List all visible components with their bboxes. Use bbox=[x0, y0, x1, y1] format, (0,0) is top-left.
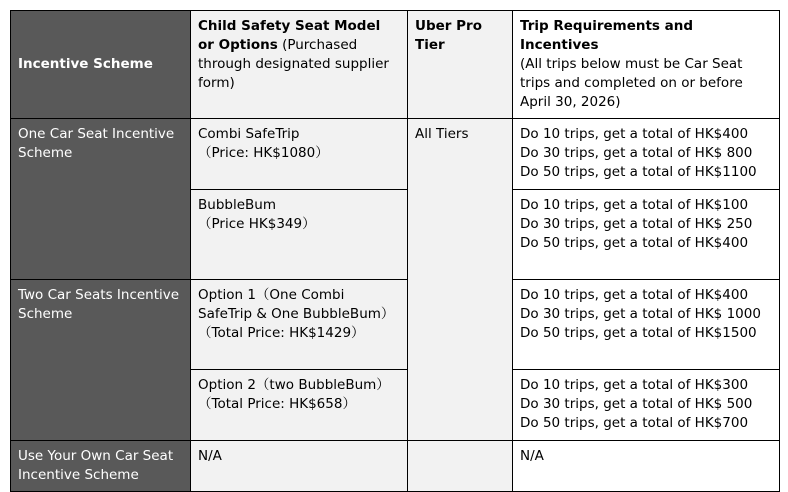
seat-title: Combi SafeTrip bbox=[198, 126, 300, 142]
incentives-bubblebum bbox=[513, 190, 780, 280]
seat-price: （Price: HK$1080） bbox=[198, 145, 329, 161]
seat-title: Option 2（two BubbleBum） bbox=[198, 377, 390, 393]
header-seat-model-title: Child Safety Seat Model or Options bbox=[198, 18, 381, 53]
header-seat-model-note: (Purchased through designated supplier form) bbox=[198, 37, 389, 91]
header-trip-requirements-note: (All trips below must be Car Seat trips and completed on or before April 30, 2026) bbox=[520, 56, 743, 110]
table-row bbox=[11, 441, 780, 492]
incentives-option-2 bbox=[513, 370, 780, 441]
incentive-line: Do 10 trips, get a total of HK$400 bbox=[520, 126, 749, 142]
scheme-two-car-seats bbox=[11, 280, 191, 441]
seat-not-applicable bbox=[191, 441, 408, 492]
incentive-table bbox=[10, 10, 780, 492]
header-row bbox=[11, 11, 780, 119]
scheme-name: Two Car Seats Incentive Scheme bbox=[18, 287, 180, 322]
seat-price: （Price HK$349） bbox=[198, 216, 316, 232]
header-trip-requirements-title: Trip Requirements and Incentives bbox=[520, 18, 694, 53]
incentive-line: Do 30 trips, get a total of HK$ 1000 bbox=[520, 306, 761, 322]
seat-price: （Total Price: HK$1429） bbox=[198, 325, 365, 341]
seat-price: （Total Price: HK$658） bbox=[198, 396, 356, 412]
header-seat-model bbox=[191, 11, 408, 119]
tier-label: All Tiers bbox=[415, 126, 469, 142]
scheme-name: Use Your Own Car Seat Incentive Scheme bbox=[18, 448, 174, 483]
incentive-line: Do 30 trips, get a total of HK$ 250 bbox=[520, 216, 753, 232]
req-na: N/A bbox=[520, 448, 544, 464]
incentive-line: Do 50 trips, get a total of HK$400 bbox=[520, 235, 749, 251]
tier-empty bbox=[408, 441, 513, 492]
seat-combi-safetrip bbox=[191, 119, 408, 190]
seat-option-2 bbox=[191, 370, 408, 441]
incentive-line: Do 10 trips, get a total of HK$400 bbox=[520, 287, 749, 303]
table-row bbox=[11, 119, 780, 190]
incentive-line: Do 10 trips, get a total of HK$100 bbox=[520, 197, 749, 213]
header-uber-pro-tier-label: Uber Pro Tier bbox=[415, 18, 482, 53]
seat-option-1 bbox=[191, 280, 408, 370]
header-incentive-scheme bbox=[11, 11, 191, 119]
seat-title-cont: SafeTrip & One BubbleBum） bbox=[198, 306, 395, 322]
scheme-name: One Car Seat Incentive Scheme bbox=[18, 126, 175, 161]
tier-all-tiers bbox=[408, 119, 513, 441]
incentive-line: Do 10 trips, get a total of HK$300 bbox=[520, 377, 749, 393]
incentive-line: Do 30 trips, get a total of HK$ 800 bbox=[520, 145, 753, 161]
seat-bubblebum bbox=[191, 190, 408, 280]
incentive-line: Do 50 trips, get a total of HK$1100 bbox=[520, 164, 757, 180]
scheme-use-your-own bbox=[11, 441, 191, 492]
seat-title: BubbleBum bbox=[198, 197, 276, 213]
header-incentive-scheme-label: Incentive Scheme bbox=[18, 56, 153, 72]
seat-na: N/A bbox=[198, 448, 222, 464]
incentives-combi-safetrip bbox=[513, 119, 780, 190]
header-trip-requirements bbox=[513, 11, 780, 119]
header-uber-pro-tier bbox=[408, 11, 513, 119]
incentives-not-applicable bbox=[513, 441, 780, 492]
incentive-line: Do 50 trips, get a total of HK$1500 bbox=[520, 325, 757, 341]
table-row bbox=[11, 280, 780, 370]
scheme-one-car-seat bbox=[11, 119, 191, 280]
incentives-option-1 bbox=[513, 280, 780, 370]
incentive-line: Do 30 trips, get a total of HK$ 500 bbox=[520, 396, 753, 412]
incentive-line: Do 50 trips, get a total of HK$700 bbox=[520, 415, 749, 431]
seat-title: Option 1（One Combi bbox=[198, 287, 345, 303]
